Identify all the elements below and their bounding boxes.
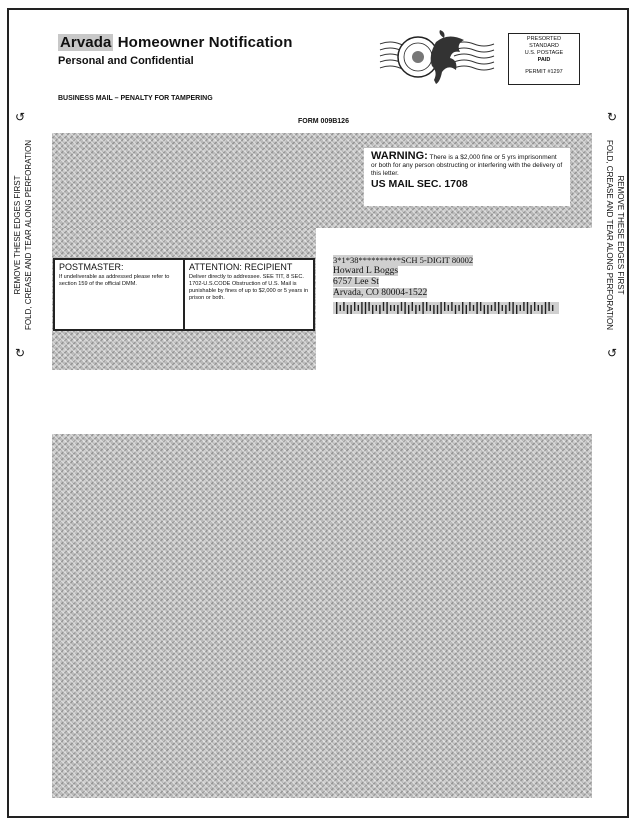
barcode-bar bbox=[394, 305, 395, 311]
postmaster-box bbox=[55, 260, 183, 329]
barcode-bar bbox=[534, 302, 535, 311]
barcode-bar bbox=[516, 305, 517, 314]
side-instruction-line: FOLD, CREASE AND TEAR ALONG PERFORATION bbox=[605, 140, 614, 330]
barcode-bar bbox=[545, 302, 546, 314]
barcode-bar bbox=[415, 305, 416, 314]
address-window bbox=[316, 228, 592, 370]
subtitle: Personal and Confidential bbox=[58, 55, 194, 67]
barcode-bar bbox=[458, 305, 459, 311]
eagle-seal-icon bbox=[378, 30, 496, 88]
barcode-bar bbox=[390, 305, 391, 311]
barcode-bar bbox=[433, 305, 434, 314]
side-instruction-line: FOLD, CREASE AND TEAR ALONG PERFORATION bbox=[24, 140, 33, 330]
business-mail-notice: BUSINESS MAIL – PENALTY FOR TAMPERING bbox=[58, 95, 213, 102]
postage-indicia bbox=[508, 33, 580, 85]
barcode-bar bbox=[404, 302, 405, 314]
street-address: 6757 Lee St bbox=[333, 277, 379, 287]
barcode-bar bbox=[343, 302, 344, 311]
barcode-bar bbox=[451, 302, 452, 311]
barcode-bar bbox=[502, 305, 503, 311]
left-perforation-instruction bbox=[3, 110, 43, 360]
barcode-bar bbox=[412, 302, 413, 311]
postage-line: PRESORTED bbox=[526, 36, 562, 42]
postal-barcode bbox=[333, 302, 559, 314]
warning-heading: WARNING: bbox=[371, 150, 428, 162]
curved-arrow-icon: ↻ bbox=[607, 110, 618, 124]
barcode-bar bbox=[491, 305, 492, 311]
barcode-bar bbox=[523, 302, 524, 311]
barcode-bar bbox=[340, 305, 341, 311]
barcode-bar bbox=[376, 305, 377, 311]
barcode-bar bbox=[336, 302, 337, 314]
sort-line: 3*1*38**********SCH 5-DIGIT 80002 bbox=[333, 255, 474, 265]
notice-boxes bbox=[53, 258, 315, 331]
postage-line: U.S. POSTAGE bbox=[524, 50, 564, 56]
barcode-bar bbox=[372, 305, 373, 314]
barcode-bar bbox=[419, 305, 420, 311]
barcode-bar bbox=[437, 305, 438, 314]
postmaster-text: If undeliverable as addressed please refer to section 159 of the official DMM. bbox=[59, 274, 170, 287]
mailing-address bbox=[333, 255, 473, 299]
title-city: Arvada bbox=[60, 34, 112, 51]
form-number: FORM 009B126 bbox=[298, 118, 349, 125]
curved-arrow-icon: ↺ bbox=[607, 346, 618, 360]
barcode-bar bbox=[462, 302, 463, 314]
barcode-bar bbox=[350, 305, 351, 314]
barcode-bar bbox=[494, 302, 495, 311]
postage-paid: PAID bbox=[537, 57, 551, 63]
barcode-bar bbox=[484, 305, 485, 314]
barcode-bar bbox=[541, 305, 542, 314]
barcode-bar bbox=[527, 302, 528, 314]
barcode-bar bbox=[473, 305, 474, 311]
barcode-bar bbox=[430, 305, 431, 311]
barcode-bar bbox=[487, 305, 488, 314]
barcode-bar bbox=[498, 302, 499, 314]
barcode-bar bbox=[379, 305, 380, 314]
postage-line: STANDARD bbox=[529, 43, 559, 49]
barcode-bar bbox=[448, 305, 449, 311]
recipient-text: Deliver directly to addressee. SEE TIT, 8 SEC. 1702-U.S.CODE Obstruction of U.S. Mail is punishable by fines of up to $2,000 or 5 years in prison or both. bbox=[189, 274, 309, 301]
barcode-bar bbox=[354, 302, 355, 311]
warning-box bbox=[364, 148, 570, 206]
barcode-bar bbox=[552, 305, 553, 311]
barcode-bar bbox=[361, 302, 362, 314]
barcode-bar bbox=[512, 302, 513, 314]
barcode-bar bbox=[347, 305, 348, 314]
barcode-bar bbox=[440, 302, 441, 314]
right-perforation-instruction bbox=[595, 110, 635, 360]
barcode-bar bbox=[476, 302, 477, 314]
barcode-bar bbox=[520, 305, 521, 311]
side-instruction-line: REMOVE THESE EDGES FIRST bbox=[616, 175, 625, 295]
side-instruction-line: REMOVE THESE EDGES FIRST bbox=[13, 175, 22, 295]
barcode-bar bbox=[386, 302, 387, 314]
barcode-bar bbox=[383, 302, 384, 311]
barcode-bar bbox=[466, 305, 467, 314]
recipient-box bbox=[183, 260, 313, 329]
barcode-bar bbox=[505, 305, 506, 314]
barcode-bar bbox=[444, 302, 445, 311]
barcode-bar bbox=[538, 305, 539, 311]
warning-text: There is a $2,000 fine or 5 yrs imprisonment or both for any person obstructing or interfering with the delivery of this letter. bbox=[371, 154, 563, 177]
barcode-bar bbox=[426, 302, 427, 311]
city-state-zip: Arvada, CO 80004-1522 bbox=[333, 288, 428, 298]
barcode-bar bbox=[509, 302, 510, 311]
barcode-bar bbox=[397, 305, 398, 314]
security-pattern-bottom bbox=[52, 434, 592, 798]
barcode-bar bbox=[368, 302, 369, 311]
warning-section: US MAIL SEC. 1708 bbox=[371, 178, 468, 190]
barcode-bar bbox=[408, 305, 409, 314]
barcode-bar bbox=[480, 302, 481, 311]
barcode-bar bbox=[365, 302, 366, 314]
barcode-bar bbox=[358, 305, 359, 311]
barcode-bar bbox=[548, 302, 549, 311]
barcode-bar bbox=[455, 305, 456, 314]
curved-arrow-icon: ↻ bbox=[15, 346, 26, 360]
barcode-bar bbox=[469, 302, 470, 311]
permit-number: PERMIT #1297 bbox=[525, 69, 563, 75]
page-title bbox=[58, 34, 292, 51]
recipient-name: Howard L Boggs bbox=[333, 266, 399, 276]
title-rest: Homeowner Notification bbox=[117, 34, 293, 51]
barcode-bar bbox=[422, 302, 423, 314]
barcode-bar bbox=[401, 302, 402, 311]
postmaster-heading: POSTMASTER: bbox=[59, 262, 124, 272]
barcode-bar bbox=[530, 305, 531, 314]
curved-arrow-icon: ↺ bbox=[15, 110, 26, 124]
recipient-heading: ATTENTION: RECIPIENT bbox=[189, 262, 293, 272]
